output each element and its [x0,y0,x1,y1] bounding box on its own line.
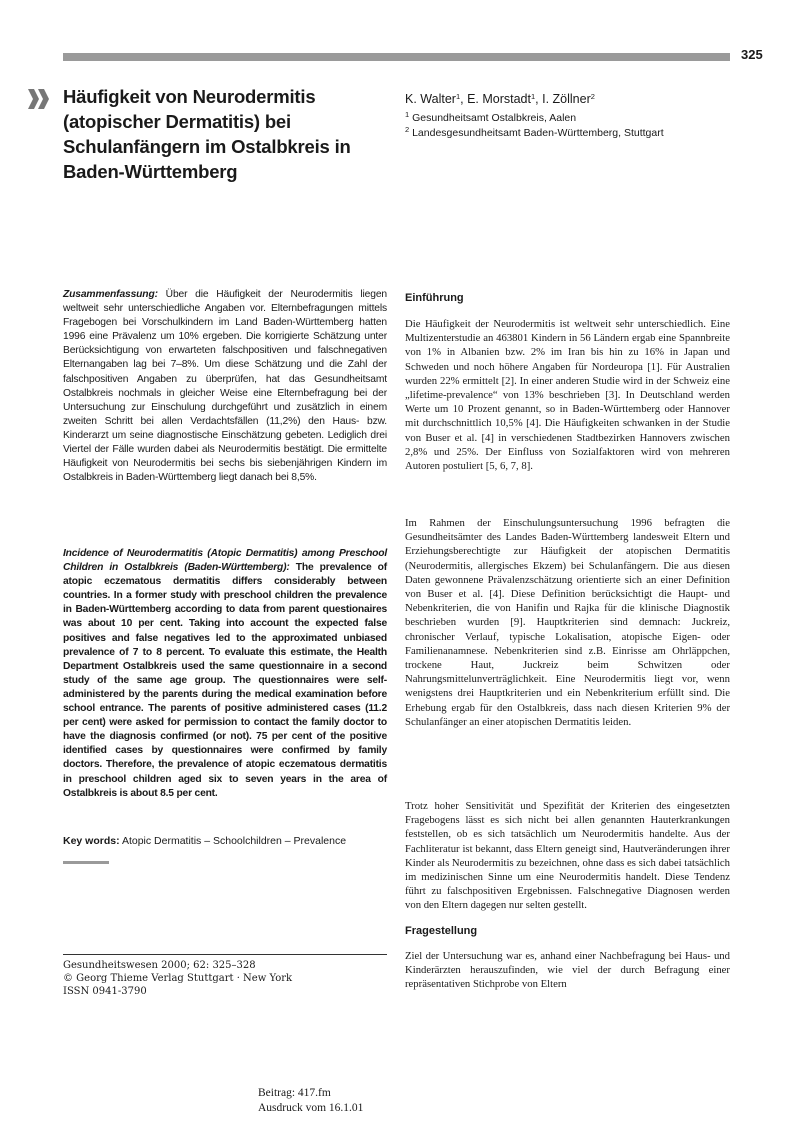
affiliation-text: Landesgesundheitsamt Baden-Württemberg, Stuttgart [412,127,664,139]
intro-paragraph-1: Die Häufigkeit der Neurodermitis ist weltweit sehr unterschiedlich. Eine Multizenterstudie an 463801 Kindern in 56 Ländern ergab eine Spannbreite von 1% in Albanien bzw. 2% im Iran bis hin zu 16% in Japan und Schweden und noch höhere Angaben für Nordeuropa [1]. Für Australien wurden 22% ermittelt [2]. In einer anderen Studie wird in der Schweiz eine „lifetime-prevalence“ von 13% beschrieben [3]. In Deutschland werden Werte um 10 Prozent genannt, so in Baden-Württemberg oder Hannover mit durchschnittlich 10,5% [4]. Die Häufigkeiten schwanken in der Studie von Buser et al. [4] in verschiedenen Stadtbezirken Hannovers zwischen 2,8% und 25%. Der Einfluss von Sozialfaktoren wird von mehreren Autoren postuliert [5, 6, 7, 8]. [405,318,730,473]
journal-info [63,959,292,998]
article-title: Häufigkeit von Neurodermitis (atopischer Dermatitis) bei Schulanfängern im Ostalbkreis in Baden-Württemberg [63,86,351,182]
author-affil-marker: 2 [590,92,595,101]
affiliation-item [405,126,664,141]
abstract-english [63,547,387,801]
keywords [63,834,387,848]
abstract-german [63,288,387,485]
author-name: I. Zöllner [542,92,591,106]
author-affil-marker: 1 [455,92,461,101]
journal-publisher: © Georg Thieme Verlag Stuttgart · New York [63,973,293,984]
print-footer [258,1086,363,1116]
heading-fragestellung: Fragestellung [405,925,478,937]
header-rule [63,53,730,61]
affiliation-marker: 2 [405,125,410,134]
author-affil-marker: 1 [530,92,536,101]
affiliations [405,111,664,141]
section-divider [63,861,109,864]
affiliation-item [405,111,664,126]
affiliation-marker: 1 [405,110,410,119]
keywords-text: Atopic Dermatitis – Schoolchildren – Prevalence [121,835,347,847]
abstract-text: The prevalence of atopic eczematous dermatitis differs considerably between countries. In a former study with preschool children the prevalence in Baden-Württemberg according to data from parent questionaires was about 10 per cent. Taking into account the expected false positives and false negatives led to the approximated unbiased prevalence of 7 to 8 percent. To evaluate this estimate, the Health Department Ostalbkreis used the same questionnaire in a second study of the same age group. The questionnaires were self-administered by the parents during the medical examination before school entrance. The parents of positive administered cases (11.2 per cent) were asked for permission to contact the family doctor to have the diagnosis confirmed (or not). 75 per cent of the positive identified cases by questionnaires were confirmed by family doctors. Therefore, the prevalence of atopic eczematous dermatitis in preschool children aged six to seven years in the area of Ostalbkreis is about 8.5 per cent. [63,562,387,799]
affiliation-text: Gesundheitsamt Ostalbkreis, Aalen [412,112,577,124]
author-separator: , [460,92,468,106]
journal-citation: Gesundheitswesen 2000; 62: 325–328 [63,960,256,971]
author-name: K. Walter [405,92,456,106]
abstract-lead: Zusammenfassung: [63,289,158,300]
question-paragraph-1: Ziel der Untersuchung war es, anhand einer Nachbefragung bei Haus- und Kinderärzten herauszufinden, wie viel der durch Befragung einer repräsentativen Stichprobe von Eltern [405,950,730,991]
footer-file: Beitrag: 417.fm [258,1087,331,1099]
abstract-lead: Incidence of Neurodermatitis (Atopic Dermatitis) among Preschool Children in Ostalbkreis (Baden-Württemberg): [63,548,387,574]
page-number: 325 [741,47,763,62]
intro-paragraph-3: Trotz hoher Sensitivität und Spezifität der Kriterien des eingesetzten Fragebogens lässt es sich nicht bei allen genannten Hauterkrankungen feststellen, ob es sich tatsächlich um Neurodermitis handelte. Aus der Fachliteratur ist bekannt, dass Eltern geneigt sind, Hautveränderungen ihrer Kinder als Neurodermitis zu bezeichnen, ohne dass es sich dabei tatsächlich im medizinischen Sinne um eine Neurodermitis handelt. Diese Tendenz führt zu falschpositiven Ergebnissen. Falschnegative Diagnosen werden von den Eltern dagegen nur selten gestellt. [405,800,730,912]
journal-rule [63,954,387,955]
double-chevron-icon [26,88,52,110]
journal-issn: ISSN 0941-3790 [63,986,147,997]
author-list [405,91,595,107]
intro-paragraph-2: Im Rahmen der Einschulungsuntersuchung 1996 befragten die Gesundheitsämter des Landes Baden-Württemberg landesweit Eltern und Erziehungsberechtigte zur Häufigkeit der atopischen Dermatitis (Neurodermitis, allergisches Ekzem) bei Schulanfängern. Die aus diesen Daten gewonnene Prävalenzschätzung orientierte sich an einer Definition von Buser et al. [4]. Diese Definition berücksichtigt die Haupt- und Nebenkriterien, die von Hanifin und Rajka für die klinische Diagnostik beschrieben wurden [9]. Hauptkriterien sind demnach: Juckreiz, chronischer Verlauf, typische Lokalisation, atopische Eigen- oder Familienanamnese. Nebenkriterien sind z.B. Einrisse am Ohrläppchen, trockene Haut, Juckreiz beim Schwitzen oder Nahrungsmittelunverträglichkeit. Eine Neurodermitis liegt vor, wenn wenigstens drei Hauptkriterien und ein Nebenkriterium erfüllt sind. Die Erhebung ergab für den Ostalbkreis, dass nach diesen Kriterien 9% der Schulanfänger an einer atopischen Dermatitis leiden. [405,517,730,728]
keywords-label: Key words: [63,835,120,847]
footer-date: Ausdruck vom 16.1.01 [258,1102,364,1114]
abstract-text: Über die Häufigkeit der Neurodermitis liegen weltweit sehr unterschiedliche Angaben vor. Elternbefragungen mittels Fragebogen bei Vorschulkindern im Land Baden-Württemberg hatten 1996 eine Prävalenz um 10% ergeben. Die korrigierte Schätzung unter Berücksichtigung von erwarteten falschpositiven und falschnegativen Elternangaben lag bei 7–8%. Um diese Schätzung und die Zahl der falschpositiven Angaben zu überprüfen, hat das Gesundheitsamt Ostalbkreis nochmals in gleicher Weise eine Elternbefragung bei der Untersuchung zur Einschulung durchgeführt und zusätzlich in einem zweiten Schritt bei allen Verdachtsfällen (11,2%) den Haus- bzw. Kinderarzt um seine diagnostische Einschätzung gebeten. Lediglich drei Viertel der Fälle wurden dabei als Neurodermitis bestätigt. Die ermittelte Häufigkeit von Neurodermitis bei sechs bis siebenjährigen Kindern im Ostalbkreis in Baden-Württemberg liegt danach bei 8,5%. [63,289,387,484]
author-separator: , [535,92,543,106]
author-name: E. Morstadt [467,92,531,106]
heading-introduction: Einführung [405,292,464,304]
